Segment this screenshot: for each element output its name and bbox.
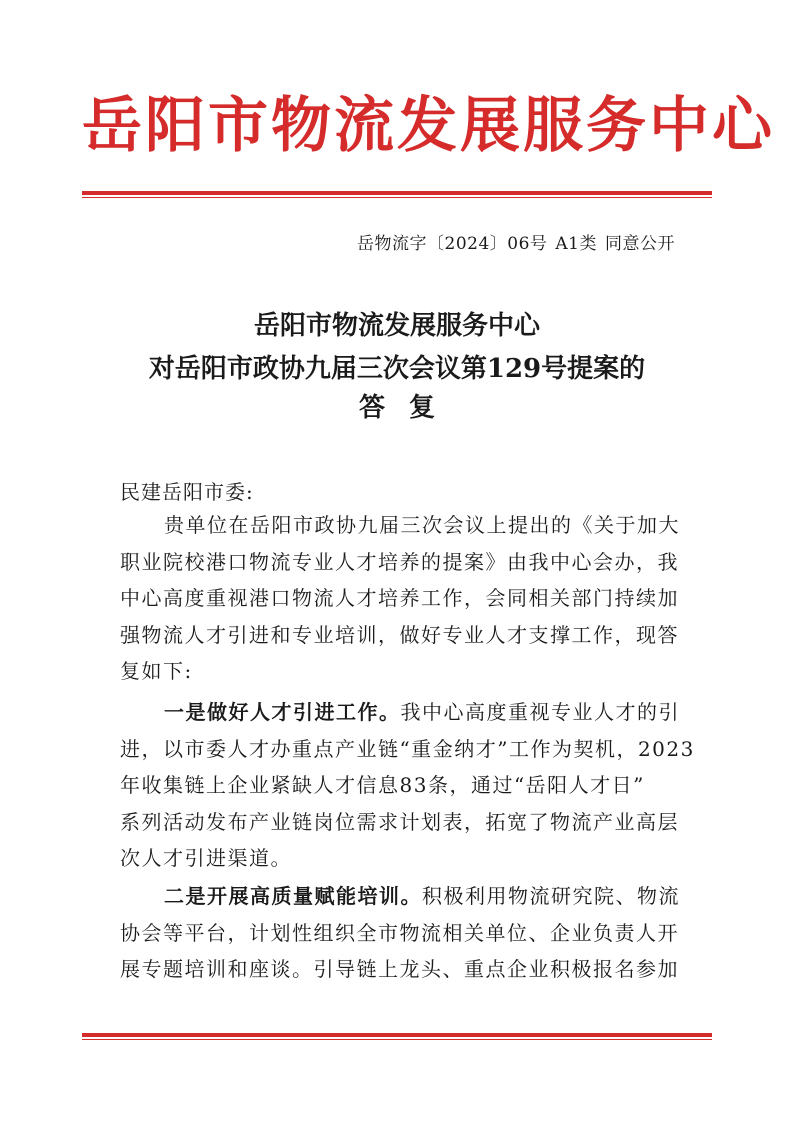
paragraph-line: 中心高度重视港口物流人才培养工作，会同相关部门持续加 — [120, 586, 679, 610]
title-line-1: 岳阳市物流发展服务中心 — [253, 311, 540, 341]
paragraph-text: 积极利用物流研究院、物流 — [422, 884, 680, 908]
paragraph-line: 次人才引进渠道。 — [120, 846, 292, 870]
footer-rule-thick — [82, 1033, 712, 1037]
paragraph-line: 协会等平台，计划性组织全市物流相关单位、企业负责人开 — [120, 920, 679, 945]
paragraph-lead: 二是开展高质量赋能培训。 — [164, 884, 422, 908]
paragraph-text: 我中心高度重视专业人才的引 — [400, 700, 680, 724]
paragraph-intro — [120, 507, 680, 690]
paragraph-lead: 一是做好人才引进工作。 — [164, 700, 401, 724]
paragraph-line: 复如下: — [120, 659, 193, 683]
masthead-rule-thick — [82, 191, 712, 195]
title-line-2: 对岳阳市政协九届三次会议第129号提案的 — [148, 354, 646, 384]
paragraph-line: 系列活动发布产业链岗位需求计划表，拓宽了物流产业高层 — [120, 809, 679, 834]
paragraph-line — [120, 878, 680, 915]
paragraph-line: 进，以市委人才办重点产业链“重金纳才”工作为契机，2023 — [120, 736, 695, 761]
paragraph-line: 职业院校港口物流专业人才培养的提案》由我中心会办，我 — [120, 549, 679, 574]
paragraph-line: 展专题培训和座谈。引导链上龙头、重点企业积极报名参加 — [120, 957, 679, 981]
footer-rule-thin — [82, 1039, 712, 1040]
masthead-title: 岳阳市物流发展服务中心 — [82, 91, 775, 161]
disclosure-status: 同意公开 — [605, 234, 675, 254]
paragraph-line — [120, 694, 680, 731]
masthead-rule-thin — [82, 197, 712, 198]
paragraph-talent-recruitment — [120, 694, 695, 877]
paragraph-line: 贵单位在岳阳市政协九届三次会议上提出的《关于加大 — [164, 513, 680, 537]
document-number — [349, 229, 675, 254]
title-line-3: 答复 — [358, 393, 459, 423]
salutation: 民建岳阳市委: — [120, 480, 254, 504]
paragraph-line: 强物流人才引进和专业培训，做好专业人才支撑工作，现答 — [120, 622, 679, 647]
document-category: A1类 — [555, 234, 597, 254]
document-code: 岳物流字〔2024〕06号 — [357, 234, 548, 254]
paragraph-training — [120, 878, 680, 988]
paragraph-line: 年收集链上企业紧缺人才信息83条，通过“岳阳人才日” — [120, 773, 645, 797]
